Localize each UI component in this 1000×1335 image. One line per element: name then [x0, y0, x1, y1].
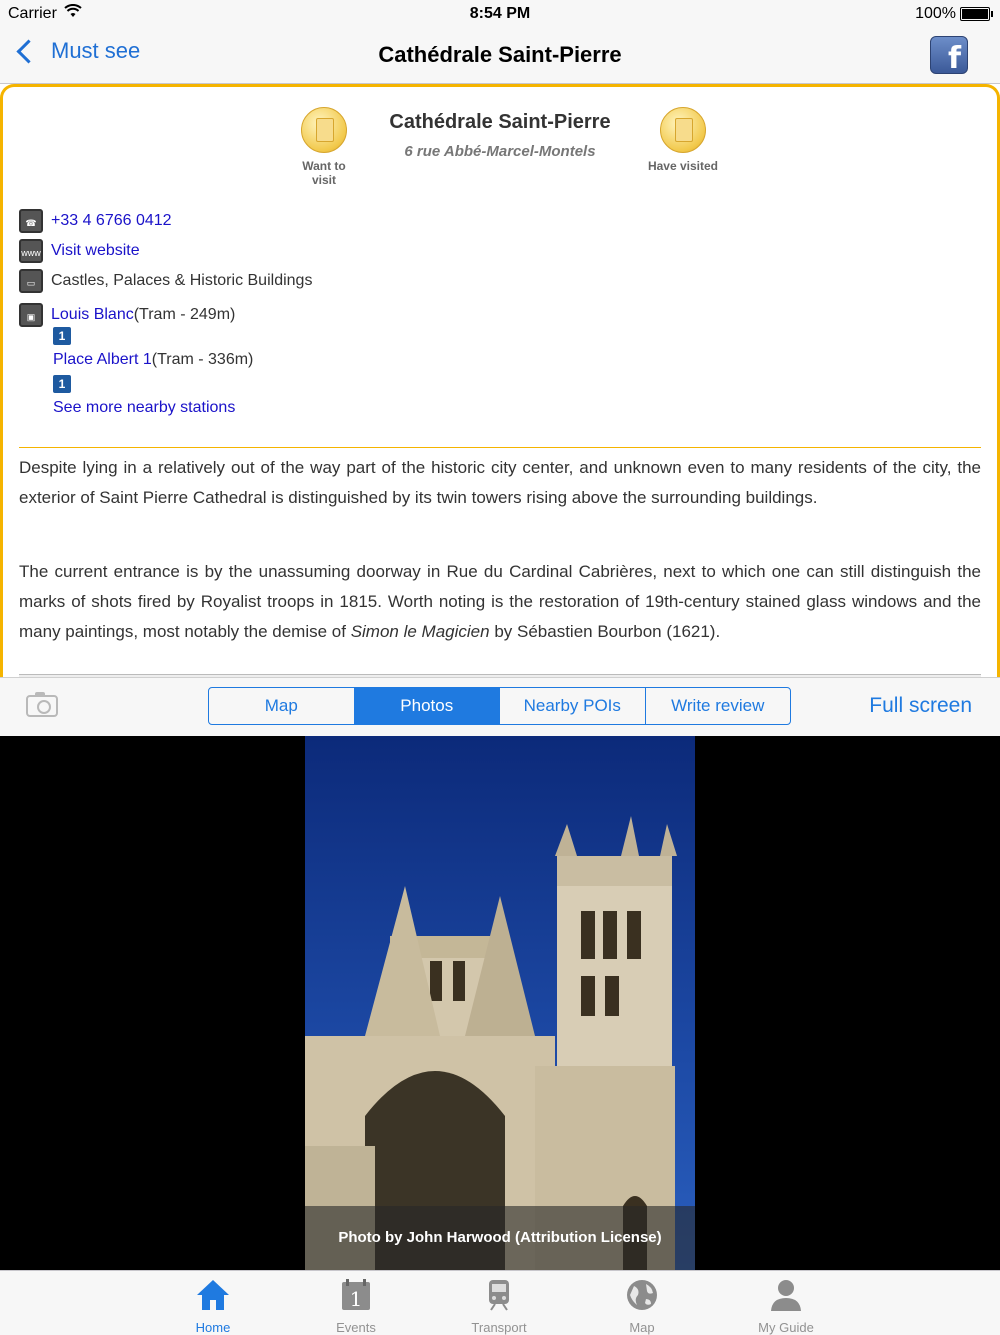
- globe-icon: [624, 1277, 660, 1313]
- page-title: Cathédrale Saint-Pierre: [378, 42, 622, 67]
- photo-caption: Photo by John Harwood (Attribution License): [305, 1206, 695, 1270]
- have-visited-button[interactable]: [633, 107, 733, 173]
- tab-label: Transport: [471, 1320, 527, 1335]
- svg-text:1: 1: [349, 1287, 363, 1311]
- carrier-label: Carrier: [8, 5, 57, 22]
- folder-icon: ▭: [19, 269, 43, 293]
- tram-icon: ▣: [19, 303, 43, 327]
- more-stations-row: [53, 399, 235, 417]
- segmented-control: [208, 687, 791, 725]
- photo-viewer: [0, 736, 1000, 1270]
- battery-percent: 100%: [915, 5, 956, 22]
- home-icon: [195, 1277, 231, 1313]
- status-bar: [0, 0, 1000, 28]
- segment-write-review[interactable]: Write review: [671, 696, 765, 715]
- facebook-share-button[interactable]: [930, 36, 968, 74]
- station-detail: (Tram - 336m): [151, 351, 254, 368]
- media-toolbar: [0, 677, 1000, 737]
- tab-map[interactable]: [592, 1271, 692, 1335]
- website-row: [19, 239, 140, 263]
- train-icon: [481, 1277, 517, 1313]
- description-paragraph: The current entrance is by the unassuming doorway in Rue du Cardinal Cabrières, next to which one can still distinguish the marks of shots fired by Royalist troops in 1815. Worth noting is the restoration of 19th-century stained glass windows and the many paintings, most notably the demise of Simon le Magicien by Sébastien Bourbon (1621).: [19, 562, 981, 641]
- more-stations-link[interactable]: See more nearby stations: [53, 399, 236, 416]
- have-visited-label: Have visited: [647, 159, 719, 173]
- back-button-label: Must see: [51, 38, 141, 63]
- website-link[interactable]: Visit website: [51, 242, 140, 259]
- full-screen-button[interactable]: Full screen: [869, 694, 972, 717]
- cathedral-photo[interactable]: [305, 736, 695, 1270]
- station-link[interactable]: Place Albert 1: [53, 351, 152, 368]
- station-row: [19, 303, 235, 327]
- battery-icon: [960, 7, 990, 21]
- calendar-icon: [338, 1277, 374, 1313]
- phone-icon: ☎: [19, 209, 43, 233]
- navigation-bar: [0, 28, 1000, 84]
- tab-label: Map: [629, 1320, 655, 1335]
- www-icon: www: [19, 239, 43, 263]
- phone-link[interactable]: +33 4 6766 0412: [51, 212, 172, 229]
- person-icon: [768, 1277, 804, 1313]
- category-label: Castles, Palaces & Historic Buildings: [51, 272, 313, 289]
- poi-detail-card: [0, 84, 1000, 677]
- segment-nearby-pois[interactable]: Nearby POIs: [500, 688, 646, 724]
- poi-title: Cathédrale Saint-Pierre: [389, 111, 611, 133]
- tab-events[interactable]: [306, 1271, 406, 1335]
- tab-label: Home: [195, 1320, 231, 1335]
- category-row: [19, 269, 312, 293]
- segment-map[interactable]: Map: [209, 688, 355, 724]
- facebook-icon: f: [947, 41, 961, 76]
- cathedral-illustration: [305, 736, 695, 1270]
- station-link[interactable]: Louis Blanc: [51, 306, 134, 323]
- phone-row: [19, 209, 172, 233]
- tab-label: Events: [336, 1320, 376, 1335]
- tram-line-badge: 1: [53, 327, 71, 345]
- station-detail: (Tram - 249m): [133, 306, 236, 323]
- tab-transport[interactable]: [449, 1271, 549, 1335]
- camera-icon[interactable]: [26, 695, 58, 717]
- station-row: [53, 351, 253, 369]
- want-to-visit-label: Want to visit: [302, 159, 346, 187]
- checklist-icon: [660, 107, 706, 153]
- tab-label: My Guide: [758, 1320, 814, 1335]
- description-paragraph: Despite lying in a relatively out of the way part of the historic city center, and unknown even to many residents of the city, the exterior of Saint Pierre Cathedral is distinguished by its twin towers rising above the surrounding buildings.: [19, 458, 981, 507]
- tab-home[interactable]: [163, 1271, 263, 1335]
- tab-my-guide[interactable]: [736, 1271, 836, 1335]
- segment-photos[interactable]: Photos: [355, 688, 501, 724]
- tram-line-badge: 1: [53, 375, 71, 393]
- status-time: 8:54 PM: [469, 5, 531, 22]
- tab-bar: [0, 1270, 1000, 1335]
- section-divider: [19, 447, 981, 448]
- poi-address: 6 rue Abbé-Marcel-Montels: [404, 143, 596, 160]
